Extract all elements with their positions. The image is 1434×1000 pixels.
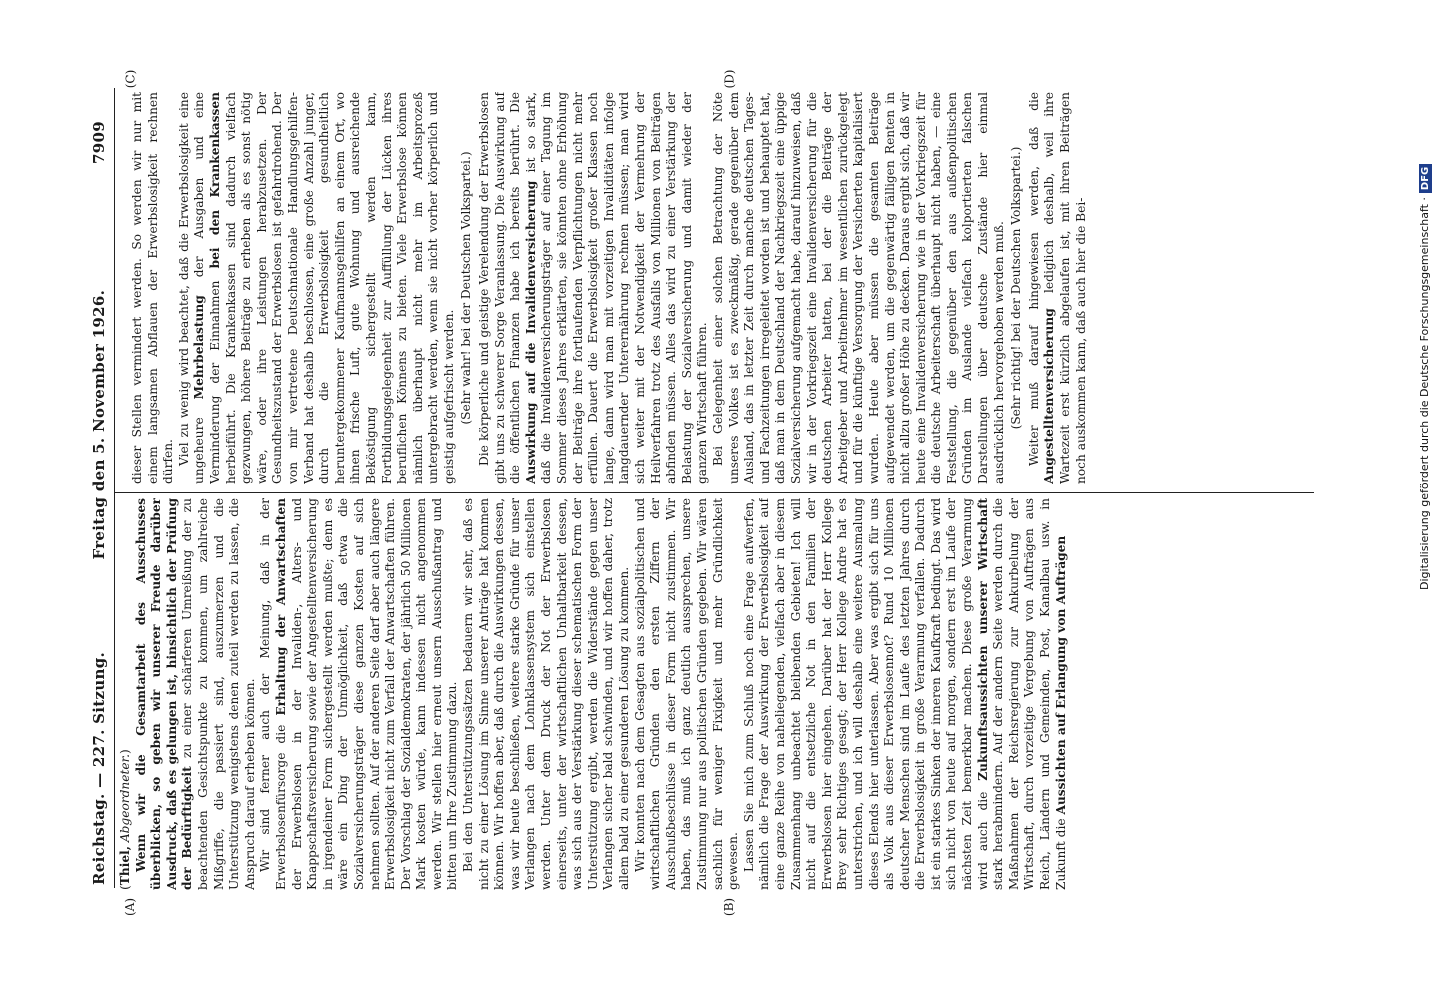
emphasis: bei den Krankenkassen — [207, 92, 222, 269]
paragraph — [134, 498, 259, 890]
page-number: 7909 — [90, 120, 108, 164]
speaker-name: Thiel, — [118, 846, 132, 886]
text-run: der Ausgaben und eine Verminderung der Einnahmen — [192, 92, 222, 484]
text-run: Viel zu wenig wird beachtet, daß die Erwerbslosigkeit eine ungeheure — [176, 92, 207, 484]
digitization-footer — [1418, 164, 1432, 590]
header-date: Freitag den 5. November 1926. — [90, 289, 108, 560]
text-run: Die körperliche und geistige Verelendung der Erwerbslosen gibt uns zu schwerer Sorge Veranlassung. Die Auswirkung auf die öffentlichen Finanzen habe ich bereits berührt. Die — [477, 92, 523, 484]
margin-mark-a: (A) — [123, 897, 138, 917]
paragraph: Bei Gelegenheit einer solchen Betrachtung der Nöte unseres Volkes ist es zweckmäßig, gerade gegenüber dem Ausland, das in letzter Zeit durch manche deutschen Tages- und Fachzeitungen irregeleitet worden ist und behauptet hat, daß man in dem Deutschland der Nachkriegszeit eine üppige Sozialversicherung aufgemacht habe, darauf hinzuweisen, daß wir in der Vorkriegszeit eine Invalidenversicherung für die deutschen Arbeiter hatten, bei der die Beiträge der Arbeitgeber und Arbeitnehmer im wesentlichen zurückgelegt und für die künftige Versorgung der Versicherten kapitalisiert wurden. Heute aber müssen die gesamten Beiträge aufgewendet werden, um die gegenwärtig fälligen Renten in nicht allzu großer Höhe zu decken. Daraus ergibt sich, daß wir heute eine Invalidenversicherung wie in der Vorkriegszeit für die deutsche Arbeiterschaft überhaupt nicht haben, — eine Feststellung, die gegenüber den aus außenpolitischen Gründen im Auslande vielfach kolportierten falschen Darstellungen über deutsche Zustände hier einmal ausdrücklich hervorgehoben werden muß. — [710, 92, 1006, 484]
dfg-logo: DFG — [1419, 164, 1432, 193]
paragraph — [477, 92, 711, 484]
text-run: Lassen Sie mich zum Schluß noch eine Frage aufwerfen, nämlich die Frage der Auswirkung der Erwerbslosigkeit auf eine ganze Reihe von naheliegenden, vielfach aber in diesem Zusammenhang unbeachtet bleibenden Gebieten! Ich will nicht auf die entsetzliche Not in den Familien der Erwerbslosen hier eingehen. Darüber hat der Herr Kollege Brey sehr Richtiges gesagt; der Herr Kollege Andre hat es unterstrichen, und ich will deshalb eine weitere Ausmalung dieses Elends hier unterlassen. Aber was ergibt sich für uns als Volk aus dieser Erwerbslosennot? Rund 10 Millionen deutscher Menschen sind im Laufe des letzten Jahres durch die Erwerbslosigkeit in große Verarmung verfallen. Dadurch ist ein starkes Sinken der inneren Kaufkraft bedingt. Das wird sich nicht von heute auf morgen, sondern erst im Laufe der nächsten Zeit bemerkbar machen. Diese große Verarmung wird auch die — [741, 498, 990, 890]
emphasis: Prüfung der Bedürftigkeit — [164, 498, 195, 890]
text-run: zu einer schärferen Umreißung der zu beachtenden Gesichtspunkte zu kommen, um zahlreiche Mißgriffe, die passiert sind, auszumerzen und die Unterstützung wenigstens denen zuteil werden zu lassen, die Anspruch darauf erheben können. — [180, 498, 257, 890]
left-column — [118, 498, 1313, 890]
paragraph: dieser Stellen vermindert werden. So werden wir nur mit einem langsamen Abflauen der Erwerbslosigkeit rechnen dürfen. — [130, 92, 176, 484]
margin-mark-b: (B) — [722, 897, 737, 917]
text-run: ist so stark, daß die Invalidenversicherungsträger auf einer Tagung im Sommer dieses Jahres erklärten, sie könnten ohne Erhöhung der Beiträge ihre fortlaufenden Verpflichtungen nicht mehr erfüllen. Dauert die Erwerbslosigkeit großer Klassen noch lange, dann wird man mit vorzeitigen Invaliditäten infolge langdauernder Unterernährung rechnen müssen; man wird sich weiter mit der Notwendigkeit der Vermehrung der Heilverfahren trotz des Ausfalls von Millionen von Beiträgen abfinden müssen. Alles das wird zu einer Verstärkung der Belastung der Sozialversicherung und damit wieder der ganzen Wirtschaft führen. — [523, 92, 710, 484]
text-run: stark herabmindern. Auf der andern Seite werden durch die Maßnahmen der Reichsregierung zur Ankurbelung der Wirtschaft, durch vorzeitige Vergebung von Aufträgen aus Reich, Ländern und Gemeinden, Post, Kanalbau usw. in Zukunft die — [991, 498, 1068, 890]
text-run: Weiter muß darauf hingewiesen werden, daß die — [1026, 92, 1041, 466]
text-run: Wir sind ferner auch der Meinung, daß in der Erwerbslosenfürsorge die — [258, 498, 288, 890]
speaker-role: Abgeordneter. — [118, 754, 132, 843]
emphasis: Mehrbelastung — [192, 295, 207, 400]
text-run: herbeiführt. Die Krankenkassen sind dadurch vielfach gezwungen, höhere Beiträge zu erheben als es sonst nötig wäre, oder ihre Leistungen herabzusetzen. Der Gesundheitszustand der Erwerbslosen ist gefahrdrohend. Der von mir vertretene Deutschnationale Handlungsgehilfen-Verband hat deshalb beschlossen, eine große Anzahl junger, durch die Erwerbslosigkeit gesundheitlich heruntergekommener Kaufmannsgehilfen an einem Ort, wo ihnen frische Luft, gute Wohnung und ausreichende Beköstigung sichergestellt werden kann, Fortbildungsgelegenheit zur Auffüllung der Lücken ihres beruflichen Könnens zu bieten. Viele Erwerbslose können nämlich überhaupt nicht mehr im Arbeitsprozeß untergebracht werden, wenn sie nicht vorher körperlich und geistig aufgefrischt werden. — [223, 92, 456, 484]
interjection: (Sehr wahr! bei der Deutschen Volkspartei.) — [459, 151, 474, 425]
interjection: (Sehr richtig! bei der Deutschen Volkspartei.) — [1009, 146, 1024, 430]
margin-mark-c: (C) — [123, 69, 138, 89]
column-divider — [114, 492, 1314, 493]
text-run: lediglich deshalb, weil ihre Wartezeit erst kürzlich abgelaufen ist, mit ihren Beiträgen noch auskommen kann, daß auch hier die Bei- — [1042, 92, 1088, 484]
paragraph: Wir konnten nach dem Gesagten aus sozialpolitischen und wirtschaftlichen Gründen den ersten Ziffern der Ausschußbeschlüsse in dieser Form nicht zustimmen. Wir haben, das muß ich ganz deutlich aussprechen, unsere Zustimmung nur aus politischen Gründen gegeben. Wir wären sachlich für weniger Fixigkeit und mehr Gründlichkeit gewesen. — [632, 498, 741, 890]
emphasis: Aussichten auf Erlangung von Aufträgen — [1053, 535, 1068, 815]
speaker-line: (Thiel, Abgeordneter.) — [118, 749, 132, 890]
footer-text: Digitalisierung gefördert durch die Deutsche Forschungsgemeinschaft · — [1418, 197, 1431, 590]
text-run: der Erwerbslosen in der Invaliden-, Alters- und Knappschaftsversicherung sowie der Angestelltenversicherung in irgendeiner Form sichergestellt werden mußte; denn es wäre ein Ding der Unmöglichkeit, daß etwa die Sozialversicherungsträger diese ganzen Kosten auf sich nehmen sollten. Auf der anderen Seite darf aber auch längere Erwerbslosigkeit nicht zum Verfall der Anwartschaften führen. Der Vorschlag der Sozialdemokraten, der jährlich 50 Millionen Mark kosten würde, kann indessen nicht angenommen werden. Wir stellen hier erneut unsern Ausschußantrag und bitten um Ihre Zustimmung dazu. — [289, 498, 460, 890]
margin-mark-d: (D) — [722, 69, 737, 89]
right-column — [130, 92, 1310, 484]
paragraph — [1027, 92, 1089, 484]
header-session: Reichstag. — 227. Sitzung. — [90, 651, 108, 885]
emphasis: Erhaltung der Anwartschaften — [273, 498, 288, 716]
emphasis: Angestelltenversicherung — [1042, 308, 1057, 484]
paragraph — [177, 92, 458, 484]
paragraph — [258, 498, 461, 890]
text-run: Wenn wir die Gesamtarbeit des Ausschusses überblicken, so geben wir unserer Freude darüber Ausdruck, daß es gelungen ist, hinsichtlich der — [133, 498, 179, 890]
emphasis: Auswirkung auf die Invalidenversicherung — [523, 180, 538, 484]
header-rule — [114, 88, 115, 888]
running-header — [90, 105, 108, 885]
paragraph: Bei den Unterstützungssätzen bedauern wir sehr, daß es nicht zu einer Lösung im Sinne unserer Anträge hat kommen können. Wir hoffen aber, daß durch die Auswirkungen dessen, was wir heute beschließen, weitere starke Gründe für unser Verlangen nach dem Lohnklassensystem sich einstellen werden. Unter dem Druck der Not der Erwerbslosen einerseits, unter der wirtschaftlichen Unhaltbarkeit dessen, was sich aus der Verstärkung dieser schematischen Form der Unterstützung ergibt, werden die Widerstände gegen unser Verlangen sicher bald schwinden, und wir hoffen daher, trotz allem bald zu einer gesunderen Lösung zu kommen. — [461, 498, 631, 890]
paragraph — [742, 498, 1069, 890]
emphasis: Zukunftsaussichten unserer Wirtschaft — [975, 498, 990, 781]
